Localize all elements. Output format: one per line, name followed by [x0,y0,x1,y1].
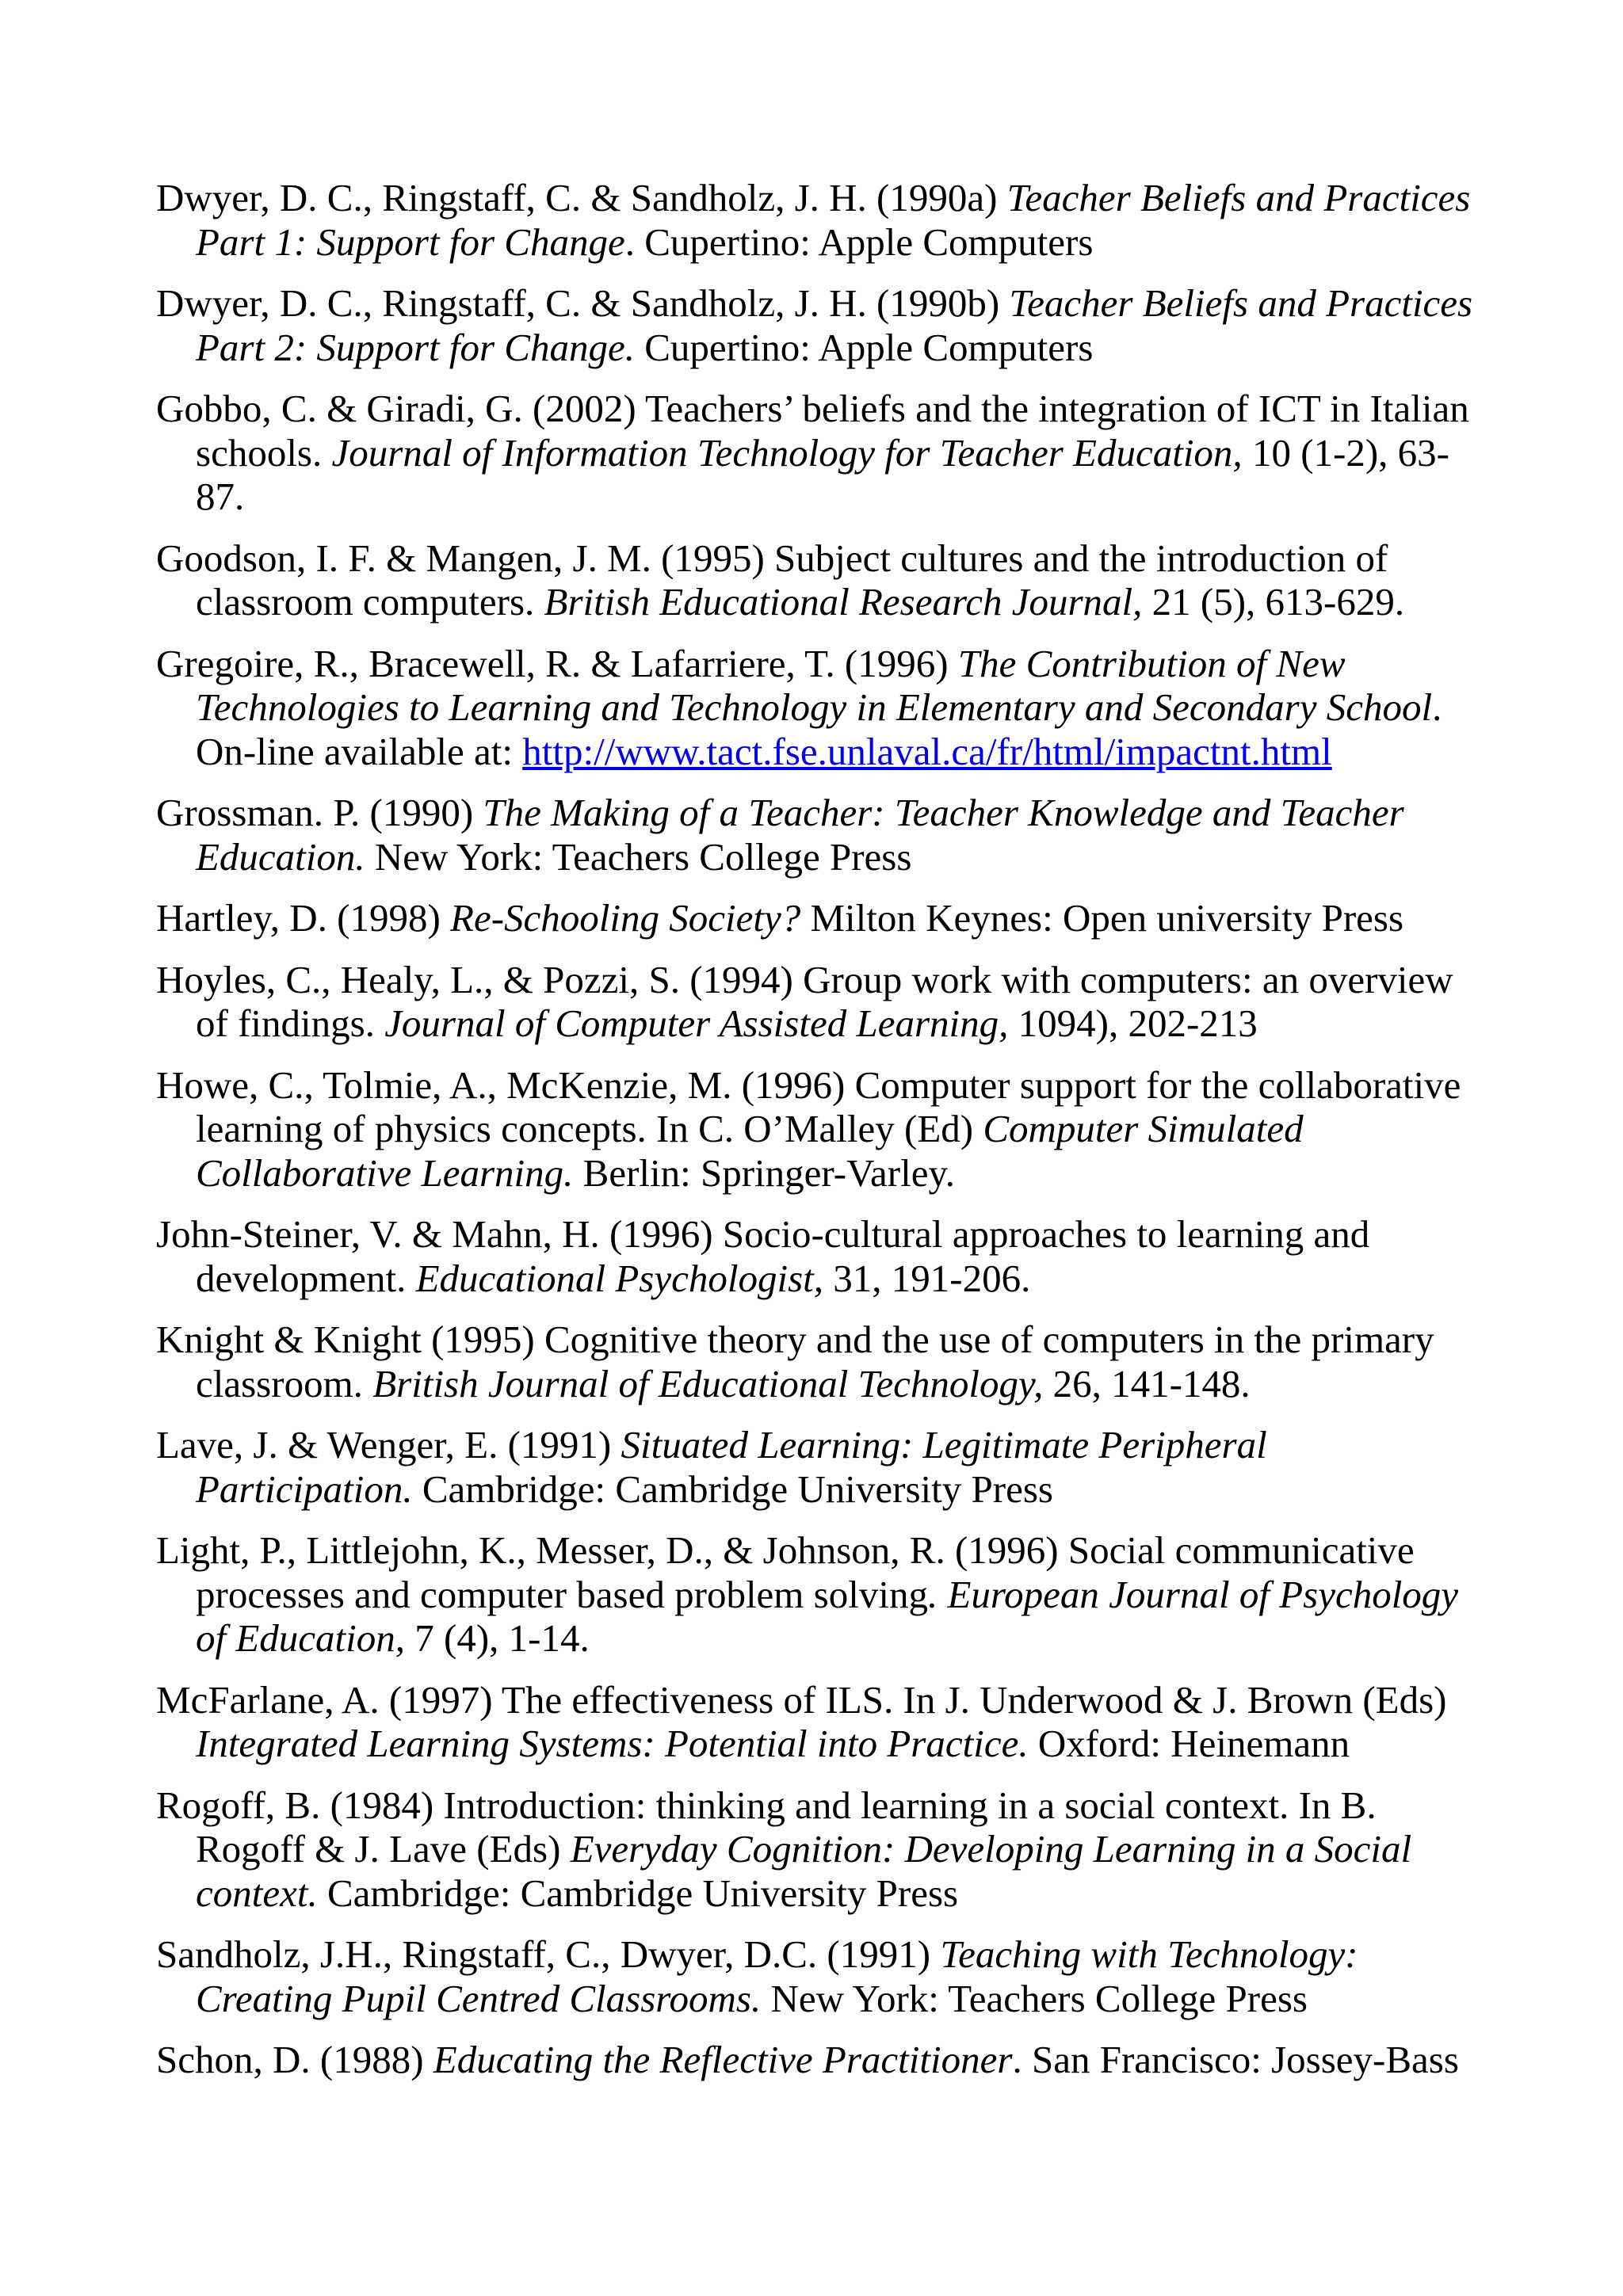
reference-entry [156,896,1487,940]
reference-publisher: . Cupertino: Apple Computers [624,219,1094,264]
reference-entry [156,1528,1487,1661]
reference-entry [156,281,1487,369]
reference-authors: Goodson, I. F. & Mangen, J. M. (1995) Subject cultures and the introduction of classroom computers. [156,536,1388,624]
reference-publisher: Milton Keynes: Open university Press [800,896,1404,940]
reference-entry [156,1212,1487,1300]
reference-title: Teacher Beliefs and Practices Part 2: Support for Change. [196,281,1473,369]
reference-volume-pages: 26, 141-148. [1043,1361,1251,1405]
reference-availability: . On-line available at: [196,685,1442,773]
reference-list [156,176,1487,2100]
reference-volume-pages: 7 (4), 1-14. [405,1616,590,1660]
reference-publisher: New York: Teachers College Press [365,834,912,879]
reference-title: Teaching with Technology: Creating Pupil Centred Classrooms. [196,1932,1358,2020]
reference-volume-pages: 1094), 202-213 [1008,1001,1258,1045]
reference-entry [156,1063,1487,1196]
reference-title: Situated Learning: Legitimate Peripheral Participation. [196,1423,1267,1511]
reference-authors: Sandholz, J.H., Ringstaff, C., Dwyer, D.C. (1991) [156,1932,941,1976]
reference-authors: Gregoire, R., Bracewell, R. & Lafarriere, T. (1996) [156,641,958,685]
reference-title: Everyday Cognition: Developing Learning in a Social context. [196,1827,1412,1915]
reference-volume-pages: 31, 191-206. [823,1256,1031,1300]
reference-authors: Rogoff, B. (1984) Introduction: thinking and learning in a social context. In B. Rogoff & J. Lave (Eds) [156,1783,1377,1871]
reference-authors: Light, P., Littlejohn, K., Messer, D., & Johnson, R. (1996) Social communicative processes and computer based problem solving [156,1528,1415,1616]
reference-entry [156,387,1487,519]
reference-title: The Making of a Teacher: Teacher Knowledge and Teacher Education. [196,791,1404,879]
reference-title: Integrated Learning Systems: Potential into Practice. [196,1722,1029,1765]
reference-authors: Dwyer, D. C., Ringstaff, C. & Sandholz, J. H. (1990b) [156,281,1010,325]
reference-authors: Howe, C., Tolmie, A., McKenzie, M. (1996) Computer support for the collaborative learning of physics concepts. In C. O’Malley (Ed) [156,1062,1461,1150]
reference-entry [156,1783,1487,1916]
reference-authors: Lave, J. & Wenger, E. (1991) [156,1423,621,1466]
reference-journal: Educational Psychologist, [415,1256,824,1300]
reference-journal: Journal of Computer Assisted Learning, [384,1001,1009,1045]
reference-volume-pages: 21 (5), 613-629. [1142,580,1405,624]
reference-title: The Contribution of New Technologies to Learning and Technology in Elementary and Secondary School [196,641,1433,729]
reference-authors: Gobbo, C. & Giradi, G. (2002) Teachers’ beliefs and the integration of ICT in Italian schools. [156,387,1469,475]
reference-entry [156,176,1487,264]
reference-journal: Journal of Information Technology for Teacher Education, [331,430,1243,475]
reference-entry [156,1318,1487,1405]
reference-entry [156,2038,1487,2082]
reference-entry [156,791,1487,879]
reference-authors: Dwyer, D. C., Ringstaff, C. & Sandholz, J. H. (1990a) [156,176,1007,219]
reference-title: Educating the Reflective Practitioner [433,2038,1013,2081]
reference-publisher: Oxford: Heinemann [1028,1722,1350,1765]
reference-authors: Schon, D. (1988) [156,2038,433,2081]
reference-journal: British Journal of Educational Technology, [372,1361,1044,1405]
reference-entry [156,1932,1487,2020]
reference-title: Teacher Beliefs and Practices Part 1: Support for Change [196,176,1471,264]
reference-authors: Knight & Knight (1995) Cognitive theory and the use of computers in the primary classroom. [156,1318,1434,1405]
reference-publisher: New York: Teachers College Press [761,1976,1308,2020]
reference-title: Computer Simulated Collaborative Learning. [196,1107,1304,1195]
reference-entry [156,642,1487,774]
reference-authors: John-Steiner, V. & Mahn, H. (1996) Socio-cultural approaches to learning and development. [156,1212,1370,1300]
reference-entry [156,1423,1487,1511]
reference-volume-pages: 10 (1-2), 63-87. [196,430,1449,518]
reference-authors: McFarlane, A. (1997) The effectiveness of ILS. In J. Underwood & J. Brown (Eds) [156,1677,1447,1722]
reference-title: Re-Schooling Society? [450,896,801,940]
reference-authors: Hartley, D. (1998) [156,896,451,940]
reference-publisher: Cambridge: Cambridge University Press [317,1871,959,1915]
reference-journal: British Educational Research Journal, [544,580,1143,624]
reference-publisher: Cambridge: Cambridge University Press [412,1466,1053,1511]
reference-journal: . European Journal of Psychology of Education, [196,1572,1459,1660]
reference-authors: Grossman. P. (1990) [156,791,483,834]
reference-publisher: . San Francisco: Jossey-Bass [1012,2038,1459,2081]
reference-publisher: Berlin: Springer-Varley. [573,1150,956,1195]
reference-entry [156,536,1487,624]
reference-authors: Hoyles, C., Healy, L., & Pozzi, S. (1994) Group work with computers: an overview of findings. [156,957,1453,1045]
reference-entry [156,958,1487,1046]
reference-publisher: Cupertino: Apple Computers [634,325,1094,369]
reference-link[interactable]: http://www.tact.fse.unlaval.ca/fr/html/impactnt.html [522,729,1332,773]
reference-entry [156,1678,1487,1766]
